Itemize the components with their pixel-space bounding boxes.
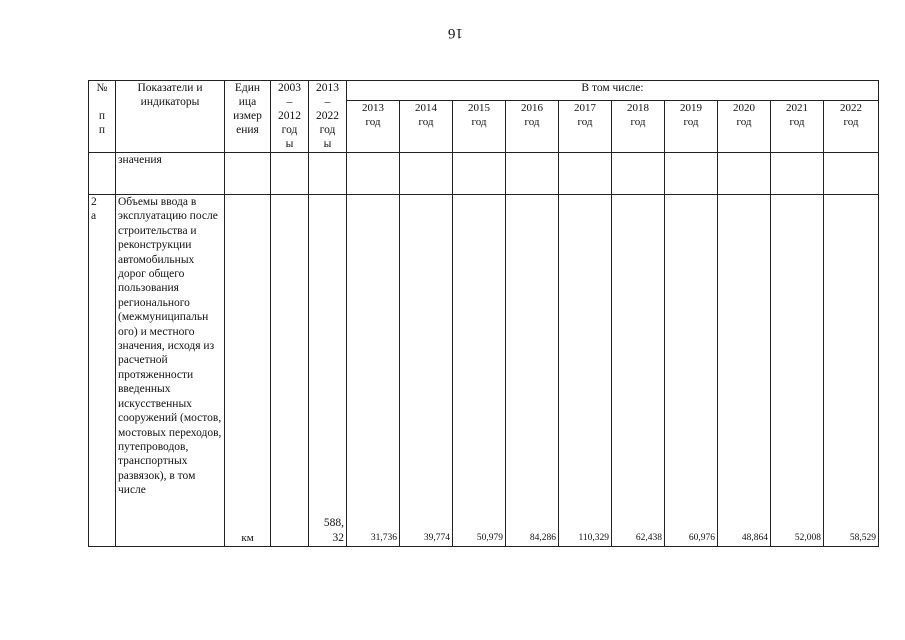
header-unit: Един ица измер ения [225,81,271,153]
row-value: 62,438 [612,195,665,547]
row-total-2013-2022: 588, 32 [309,195,347,547]
row-value: 50,979 [453,195,506,547]
header-year: 2015 год [453,101,506,153]
header-year: 2022 год [824,101,879,153]
row-indicator: Объемы ввода в эксплуатацию после строительства и реконструкции автомобильных дорог общего пользования регионального (межмуниципальн ого) и местного значения, исходя из расчетной протяженности введенных искусственных сооружений (мостов, мостовых переходов, путепроводов, транспортных развязок), в том числе [116,195,225,547]
header-indicator: Показатели и индикаторы [116,81,225,153]
header-year: 2020 год [718,101,771,153]
header-2013-2022: 2013 – 2022 год ы [309,81,347,153]
row-value: 84,286 [506,195,559,547]
table-row [89,195,879,547]
row-value: 60,976 [665,195,718,547]
header-year: 2013 год [347,101,400,153]
row-value: 52,008 [771,195,824,547]
header-year: 2014 год [400,101,453,153]
row-number-cell [89,153,116,195]
header-number: № п п [89,81,116,153]
table-row [89,153,879,195]
row-total-2003-2012 [271,195,309,547]
row-value: 48,864 [718,195,771,547]
indicators-table [88,80,879,547]
row-value: 110,329 [559,195,612,547]
row-number: 2 а [89,195,116,547]
row-indicator: значения [116,153,225,195]
header-year: 2016 год [506,101,559,153]
header-year: 2021 год [771,101,824,153]
header-including: В том числе: [347,81,879,101]
row-unit: км [225,195,271,547]
row-value: 39,774 [400,195,453,547]
row-value: 31,736 [347,195,400,547]
header-2003-2012: 2003 – 2012 год ы [271,81,309,153]
page-number: 16 [448,25,463,41]
header-year: 2017 год [559,101,612,153]
header-year: 2019 год [665,101,718,153]
header-year: 2018 год [612,101,665,153]
row-value: 58,529 [824,195,879,547]
